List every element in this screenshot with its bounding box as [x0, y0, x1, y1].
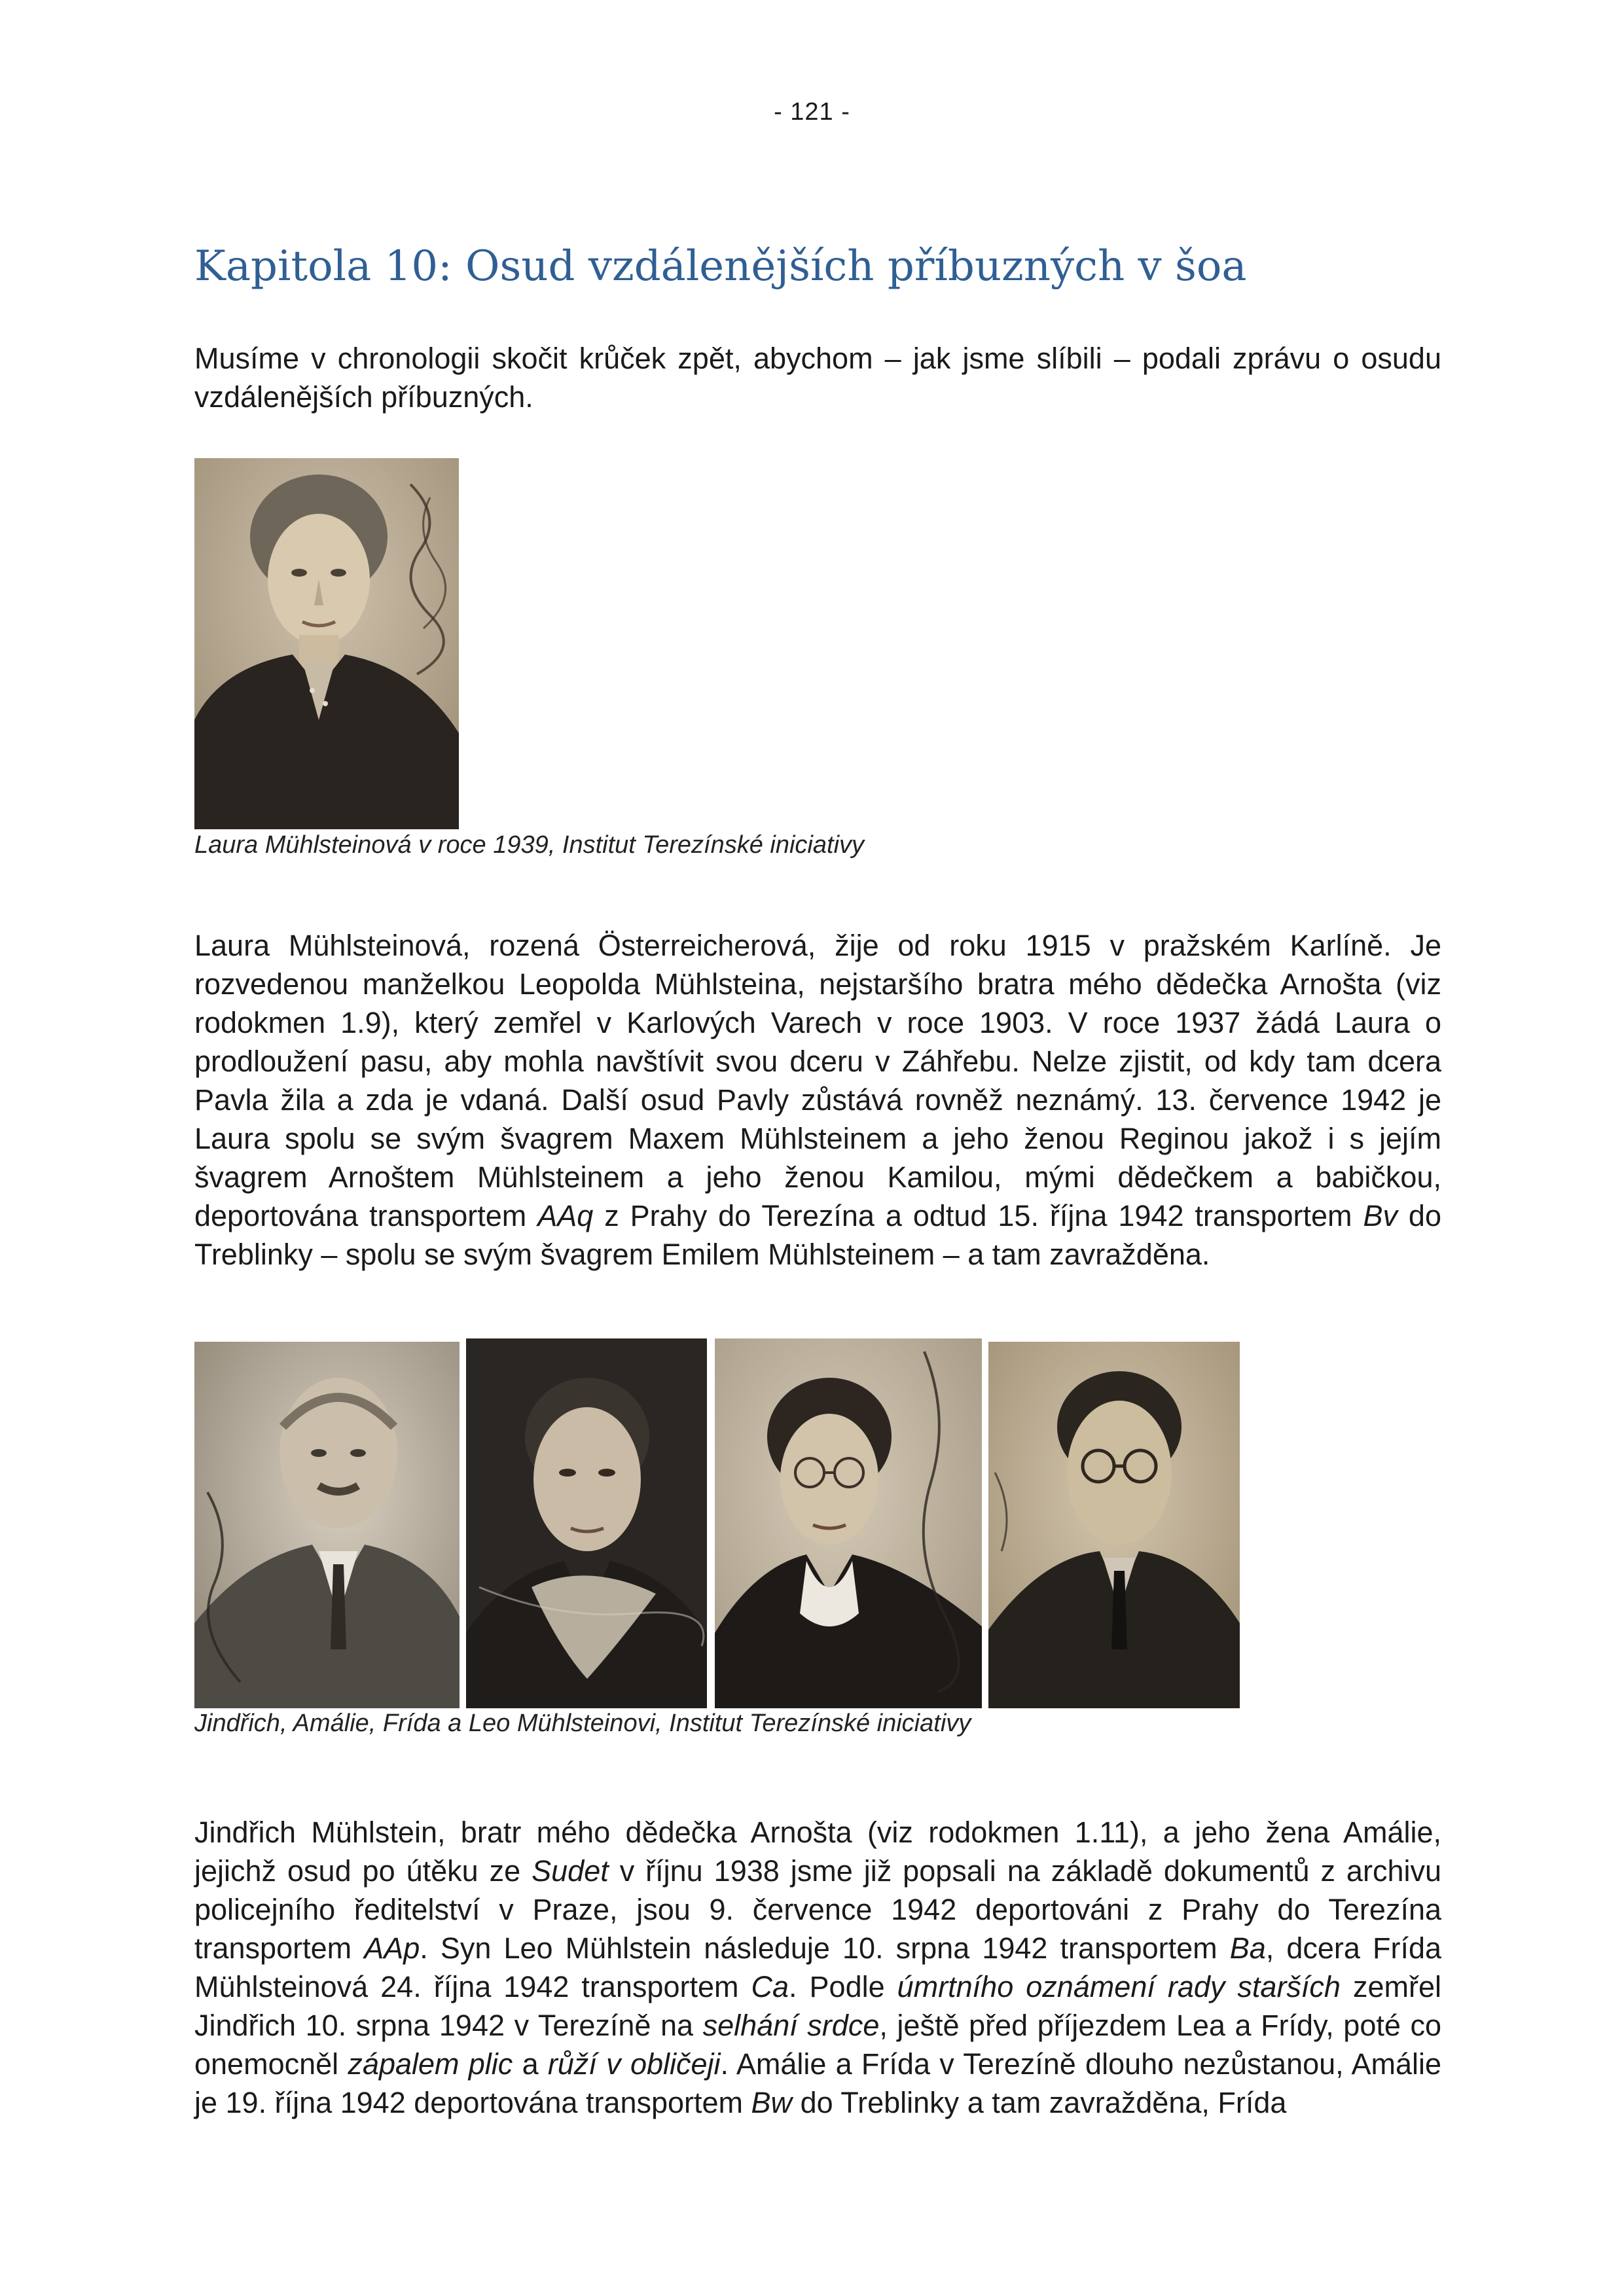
group-photo-caption: Jindřich, Amálie, Frída a Leo Mühlsteinovi, Institut Terezínské iniciativy: [194, 1710, 971, 1737]
photo-amalie: [466, 1338, 707, 1708]
body-paragraph-1: Laura Mühlsteinová, rozená Österreicherová, žije od roku 1915 v pražském Karlíně. Je rozvedenou manželkou Leopolda Mühlsteina, nejstaršího bratra mého dědečka Arnošta (viz rodokmen 1.9), který zemřel v Karlových Varech v roce 1903. V roce 1937 žádá Laura o prodloužení pasu, aby mohla navštívit svou dceru v Záhřebu. Nelze zjistit, od kdy tam dcera Pavla žila a zda je vdaná. Další osud Pavly zůstává rovněž neznámý. 13. července 1942 je Laura spolu se svým švagrem Maxem Mühlsteinem a jeho ženou Reginou jakož i s jejím švagrem Arnoštem Mühlsteinem a jeho ženou Kamilou, mými dědečkem a babičkou, deportována transportem AAq z Prahy do Terezína a odtud 15. října 1942 transportem Bv do Treblinky – spolu se svým švagrem Emilem Mühlsteinem – a tam zavražděna.: [194, 929, 1441, 1271]
intro-paragraph: Musíme v chronologii skočit krůček zpět, abychom – jak jsme slíbili – podali zprávu o osudu vzdálenějších příbuzných.: [194, 342, 1441, 414]
chapter-title: Kapitola 10: Osud vzdálenějších příbuzných v šoa: [194, 242, 1247, 291]
page-number: - 121 -: [774, 98, 850, 126]
photo-jindrich: [194, 1342, 460, 1708]
photo-laura: [194, 458, 459, 829]
photo-leo: [988, 1342, 1240, 1708]
photo-caption: Laura Mühlsteinová v roce 1939, Institut Terezínské iniciativy: [194, 831, 865, 859]
body-paragraph-2: Jindřich Mühlstein, bratr mého dědečka Arnošta (viz rodokmen 1.11), a jeho žena Amálie, jejichž osud po útěku ze Sudet v říjnu 1938 jsme již popsali na základě dokumentů z archivu policejního ředitelství v Praze, jsou 9. července 1942 deportováni z Prahy do Terezína transportem AAp. Syn Leo Mühlstein následuje 10. srpna 1942 transportem Ba, dcera Frída Mühlsteinová 24. října 1942 transportem Ca. Podle úmrtního oznámení rady starších zemřel Jindřich 10. srpna 1942 v Terezíně na selhání srdce, ještě před příjezdem Lea a Frídy, poté co onemocněl zápalem plic a růží v obličeji. Amálie a Frída v Terezíně dlouho nezůstanou, Amálie je 19. října 1942 deportována transportem Bw do Treblinky a tam zavražděna, Frída: [194, 1816, 1441, 2119]
photo-frida: [715, 1338, 982, 1708]
